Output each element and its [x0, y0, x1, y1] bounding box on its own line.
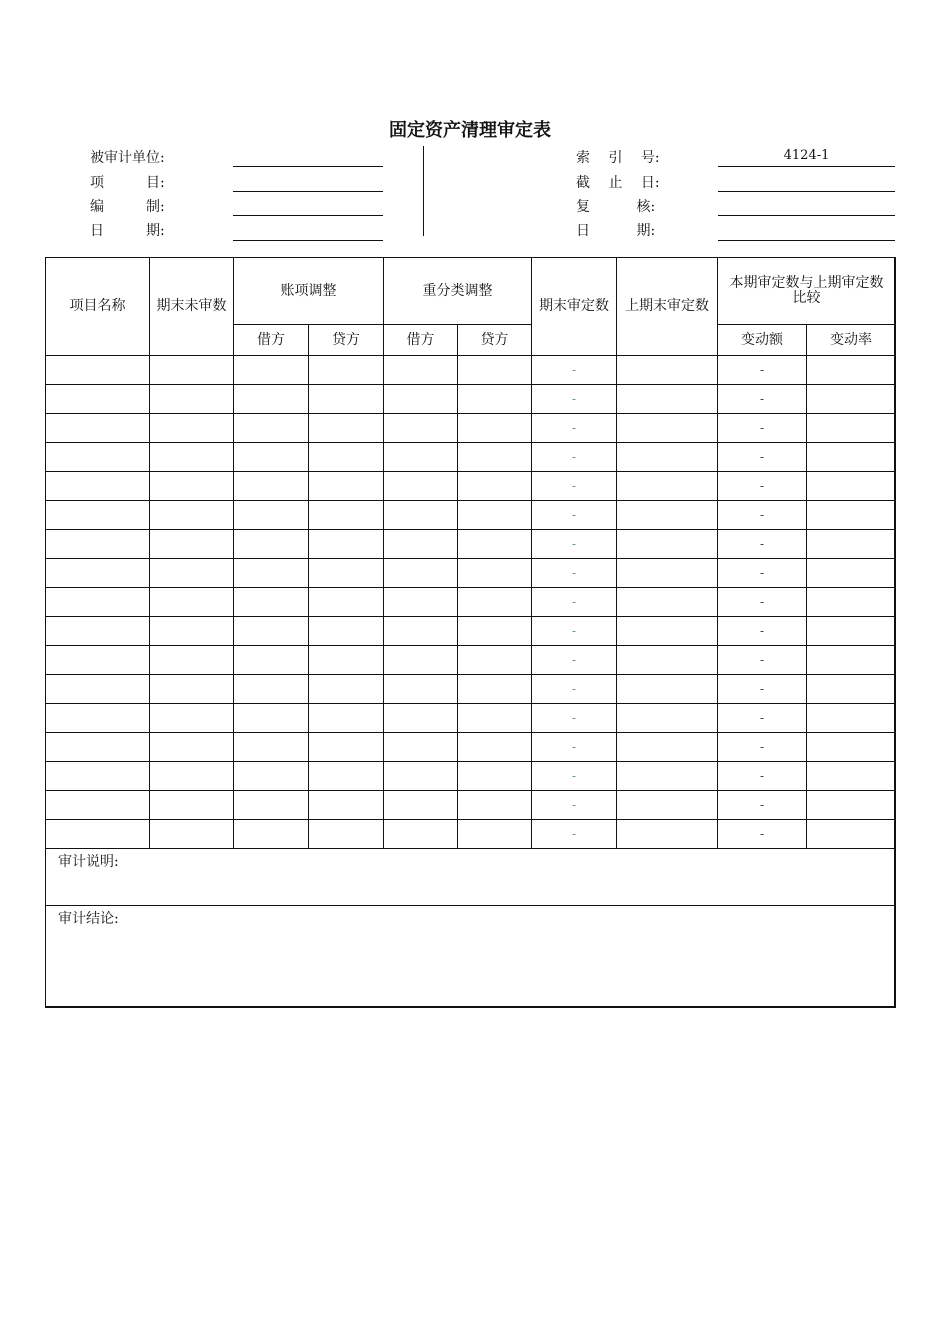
audit-conclusion[interactable]: 审计结论:: [46, 906, 896, 1008]
change-amount-dash: -: [759, 565, 765, 580]
table-cell[interactable]: [807, 530, 896, 559]
table-cell[interactable]: [718, 530, 807, 559]
table-cell[interactable]: [234, 559, 309, 588]
table-cell[interactable]: [234, 820, 309, 849]
table-cell[interactable]: [807, 646, 896, 675]
preparer-label: 编 制:: [90, 199, 165, 215]
table-cell[interactable]: [532, 762, 617, 791]
table-cell[interactable]: [458, 414, 532, 443]
audited-value-dash: -: [571, 420, 577, 435]
table-cell[interactable]: [617, 704, 718, 733]
table-cell[interactable]: [617, 820, 718, 849]
table-cell[interactable]: [532, 472, 617, 501]
table-cell[interactable]: [718, 472, 807, 501]
table-cell[interactable]: [150, 385, 234, 414]
table-cell[interactable]: [309, 820, 384, 849]
table-cell[interactable]: [384, 733, 458, 762]
review-date-label: 日 期:: [576, 223, 656, 239]
table-row: [46, 675, 896, 704]
table-cell[interactable]: [807, 443, 896, 472]
table-cell[interactable]: [46, 762, 150, 791]
audited-value-dash: -: [571, 362, 577, 377]
date-label: 日 期:: [90, 223, 165, 239]
table-row: [46, 617, 896, 646]
table-cell[interactable]: [384, 385, 458, 414]
table-row: [46, 820, 896, 849]
header-change-amount: 变动额: [718, 325, 807, 356]
table-cell[interactable]: [309, 414, 384, 443]
change-amount-dash: -: [759, 594, 765, 609]
table-cell[interactable]: [458, 472, 532, 501]
table-cell[interactable]: [718, 443, 807, 472]
table-cell[interactable]: [46, 733, 150, 762]
table-cell[interactable]: [384, 704, 458, 733]
change-amount-dash: -: [759, 826, 765, 841]
table-cell[interactable]: [309, 646, 384, 675]
table-cell[interactable]: [617, 791, 718, 820]
table-cell[interactable]: [46, 588, 150, 617]
table-cell[interactable]: [718, 733, 807, 762]
table-cell[interactable]: [46, 414, 150, 443]
auditee-field[interactable]: [233, 166, 383, 167]
audited-value-dash: -: [571, 623, 577, 638]
audited-value-dash: -: [571, 536, 577, 551]
table-cell[interactable]: [309, 733, 384, 762]
header-item-name: 项目名称: [46, 258, 150, 356]
table-cell[interactable]: [718, 385, 807, 414]
table-cell[interactable]: [309, 472, 384, 501]
preparer-field[interactable]: [233, 215, 383, 216]
header-unaudited: 期末未审数: [150, 258, 234, 356]
table-cell[interactable]: [150, 791, 234, 820]
index-field[interactable]: [718, 166, 895, 167]
table-cell[interactable]: [458, 762, 532, 791]
table-cell[interactable]: [532, 733, 617, 762]
change-amount-dash: -: [759, 362, 765, 377]
table-cell[interactable]: [807, 588, 896, 617]
table-cell[interactable]: [807, 617, 896, 646]
change-amount-dash: -: [759, 536, 765, 551]
table-cell[interactable]: [150, 559, 234, 588]
cutoff-label: 截 止 日:: [576, 175, 660, 191]
audit-table: [45, 257, 896, 1008]
change-amount-dash: -: [759, 391, 765, 406]
table-cell[interactable]: [617, 501, 718, 530]
table-cell[interactable]: [150, 530, 234, 559]
table-cell[interactable]: [309, 675, 384, 704]
table-cell[interactable]: [234, 733, 309, 762]
table-cell[interactable]: [309, 704, 384, 733]
audited-value-dash: -: [571, 826, 577, 841]
header-reclass-debit: 借方: [384, 325, 458, 356]
table-cell[interactable]: [150, 414, 234, 443]
table-cell[interactable]: [150, 617, 234, 646]
table-cell[interactable]: [807, 820, 896, 849]
table-cell[interactable]: [150, 675, 234, 704]
table-cell[interactable]: [234, 791, 309, 820]
table-cell[interactable]: [150, 733, 234, 762]
header-audited: 期末审定数: [532, 258, 617, 356]
audited-value-dash: -: [571, 710, 577, 725]
table-cell[interactable]: [150, 356, 234, 385]
table-cell[interactable]: [384, 820, 458, 849]
audited-value-dash: -: [571, 739, 577, 754]
auditee-label: 被审计单位:: [90, 150, 165, 166]
table-cell[interactable]: [309, 530, 384, 559]
table-cell[interactable]: [807, 414, 896, 443]
audited-value-dash: -: [571, 391, 577, 406]
table-cell[interactable]: [532, 385, 617, 414]
change-amount-dash: -: [759, 768, 765, 783]
table-cell[interactable]: [532, 617, 617, 646]
table-cell[interactable]: [46, 559, 150, 588]
table-cell[interactable]: [458, 617, 532, 646]
table-cell[interactable]: [617, 356, 718, 385]
audited-value-dash: -: [571, 449, 577, 464]
header-reclass-credit: 贷方: [458, 325, 532, 356]
project-label: 项 目:: [90, 175, 165, 191]
table-row: [46, 733, 896, 762]
table-cell[interactable]: [807, 501, 896, 530]
table-cell[interactable]: [150, 704, 234, 733]
table-cell[interactable]: [718, 588, 807, 617]
table-cell[interactable]: [458, 559, 532, 588]
table-cell[interactable]: [309, 559, 384, 588]
table-cell[interactable]: [617, 559, 718, 588]
table-cell[interactable]: [718, 646, 807, 675]
table-cell[interactable]: [458, 530, 532, 559]
table-cell[interactable]: [718, 356, 807, 385]
table-cell[interactable]: [384, 414, 458, 443]
table-cell[interactable]: [532, 791, 617, 820]
table-cell[interactable]: [309, 588, 384, 617]
table-cell[interactable]: [46, 501, 150, 530]
table-cell[interactable]: [384, 356, 458, 385]
table-row: [46, 385, 896, 414]
table-cell[interactable]: [309, 385, 384, 414]
table-cell[interactable]: [718, 704, 807, 733]
audited-value-dash: -: [571, 507, 577, 522]
table-cell[interactable]: [309, 501, 384, 530]
project-field[interactable]: [233, 191, 383, 192]
table-cell[interactable]: [458, 443, 532, 472]
table-cell[interactable]: [234, 646, 309, 675]
table-cell[interactable]: [458, 733, 532, 762]
table-cell[interactable]: [458, 704, 532, 733]
table-row: [46, 559, 896, 588]
table-cell[interactable]: [617, 675, 718, 704]
table-cell[interactable]: [46, 675, 150, 704]
index-value: 4124-1: [783, 148, 830, 163]
table-cell[interactable]: [309, 443, 384, 472]
table-row: [46, 356, 896, 385]
table-cell[interactable]: [46, 472, 150, 501]
table-cell[interactable]: [458, 501, 532, 530]
table-row: [46, 588, 896, 617]
table-cell[interactable]: [384, 472, 458, 501]
audit-explanation[interactable]: 审计说明:: [46, 849, 896, 906]
table-cell[interactable]: [807, 704, 896, 733]
table-cell[interactable]: [458, 385, 532, 414]
table-row: [46, 646, 896, 675]
table-cell[interactable]: [234, 588, 309, 617]
table-cell[interactable]: [384, 617, 458, 646]
table-cell[interactable]: [309, 617, 384, 646]
table-cell[interactable]: [150, 501, 234, 530]
header-divider: [423, 146, 424, 236]
table-row: [46, 530, 896, 559]
table-cell[interactable]: [46, 530, 150, 559]
change-amount-dash: -: [759, 681, 765, 696]
table-cell[interactable]: [807, 385, 896, 414]
table-cell[interactable]: [617, 733, 718, 762]
table-cell[interactable]: [150, 472, 234, 501]
table-cell[interactable]: [384, 588, 458, 617]
table-cell[interactable]: [532, 501, 617, 530]
change-amount-dash: -: [759, 739, 765, 754]
table-cell[interactable]: [384, 501, 458, 530]
audited-value-dash: -: [571, 681, 577, 696]
table-cell[interactable]: [532, 646, 617, 675]
table-cell[interactable]: [617, 646, 718, 675]
table-cell[interactable]: [384, 762, 458, 791]
table-cell[interactable]: [46, 443, 150, 472]
table-cell[interactable]: [807, 733, 896, 762]
table-row: [46, 762, 896, 791]
table-row: [46, 472, 896, 501]
table-cell[interactable]: [617, 414, 718, 443]
table-cell[interactable]: [532, 443, 617, 472]
table-cell[interactable]: [532, 588, 617, 617]
table-cell[interactable]: [718, 617, 807, 646]
table-cell[interactable]: [384, 646, 458, 675]
change-amount-dash: -: [759, 449, 765, 464]
table-cell[interactable]: [234, 530, 309, 559]
table-cell[interactable]: [234, 617, 309, 646]
table-cell[interactable]: [458, 791, 532, 820]
table-cell[interactable]: [46, 704, 150, 733]
table-row: [46, 501, 896, 530]
change-amount-dash: -: [759, 797, 765, 812]
table-cell[interactable]: [718, 762, 807, 791]
table-cell[interactable]: [532, 530, 617, 559]
table-row: [46, 704, 896, 733]
header-account-credit: 贷方: [309, 325, 384, 356]
table-cell[interactable]: [458, 820, 532, 849]
table-cell[interactable]: [617, 588, 718, 617]
table-cell[interactable]: [532, 356, 617, 385]
reviewer-field[interactable]: [718, 215, 895, 216]
table-cell[interactable]: [807, 791, 896, 820]
header-prev-audited: 上期末审定数: [617, 258, 718, 356]
header-account-adjustment: 账项调整: [234, 258, 384, 325]
table-cell[interactable]: [309, 762, 384, 791]
index-label: 索 引 号:: [576, 150, 660, 166]
change-amount-dash: -: [759, 710, 765, 725]
table-cell[interactable]: [150, 820, 234, 849]
table-cell[interactable]: [532, 414, 617, 443]
table-cell[interactable]: [384, 559, 458, 588]
audited-value-dash: -: [571, 565, 577, 580]
table-cell[interactable]: [384, 530, 458, 559]
table-row: [46, 791, 896, 820]
change-amount-dash: -: [759, 507, 765, 522]
table-cell[interactable]: [234, 704, 309, 733]
cutoff-field[interactable]: [718, 191, 895, 192]
table-cell[interactable]: [234, 501, 309, 530]
table-cell[interactable]: [807, 559, 896, 588]
table-cell[interactable]: [384, 443, 458, 472]
table-cell[interactable]: [384, 791, 458, 820]
table-cell[interactable]: [532, 704, 617, 733]
audited-value-dash: -: [571, 594, 577, 609]
table-row: [46, 414, 896, 443]
table-cell[interactable]: [458, 588, 532, 617]
table-cell[interactable]: [234, 472, 309, 501]
table-cell[interactable]: [46, 617, 150, 646]
date-field[interactable]: [233, 240, 383, 241]
table-cell[interactable]: [234, 385, 309, 414]
audited-value-dash: -: [571, 797, 577, 812]
change-amount-dash: -: [759, 420, 765, 435]
table-cell[interactable]: [718, 414, 807, 443]
review-date-field[interactable]: [718, 240, 895, 241]
table-cell[interactable]: [458, 356, 532, 385]
table-cell[interactable]: [617, 443, 718, 472]
audited-value-dash: -: [571, 768, 577, 783]
page-title: 固定资产清理审定表: [389, 120, 551, 141]
table-cell[interactable]: [718, 820, 807, 849]
table-cell[interactable]: [234, 443, 309, 472]
table-cell[interactable]: [807, 762, 896, 791]
table-cell[interactable]: [46, 356, 150, 385]
table-cell[interactable]: [234, 356, 309, 385]
table-cell[interactable]: [309, 791, 384, 820]
table-cell[interactable]: [617, 472, 718, 501]
table-cell[interactable]: [617, 617, 718, 646]
reviewer-label: 复 核:: [576, 199, 656, 215]
table-cell[interactable]: [46, 820, 150, 849]
change-amount-dash: -: [759, 623, 765, 638]
table-cell[interactable]: [532, 820, 617, 849]
header-change-rate: 变动率: [807, 325, 896, 356]
table-cell[interactable]: [458, 675, 532, 704]
table-cell[interactable]: [384, 675, 458, 704]
table-cell[interactable]: [807, 356, 896, 385]
change-amount-dash: -: [759, 652, 765, 667]
table-cell[interactable]: [46, 791, 150, 820]
table-cell[interactable]: [150, 646, 234, 675]
table-cell[interactable]: [807, 472, 896, 501]
table-cell[interactable]: [150, 443, 234, 472]
table-cell[interactable]: [617, 385, 718, 414]
table-cell[interactable]: [532, 675, 617, 704]
table-cell[interactable]: [150, 588, 234, 617]
table-cell[interactable]: [617, 530, 718, 559]
table-cell[interactable]: [234, 762, 309, 791]
header-reclass-adjustment: 重分类调整: [384, 258, 532, 325]
header-account-debit: 借方: [234, 325, 309, 356]
table-cell[interactable]: [718, 791, 807, 820]
table-cell[interactable]: [532, 559, 617, 588]
table-cell[interactable]: [718, 501, 807, 530]
table-cell[interactable]: [458, 646, 532, 675]
table-cell[interactable]: [234, 675, 309, 704]
table-cell[interactable]: [617, 762, 718, 791]
table-cell[interactable]: [46, 385, 150, 414]
table-cell[interactable]: [234, 414, 309, 443]
table-cell[interactable]: [46, 646, 150, 675]
table-cell[interactable]: [718, 559, 807, 588]
table-cell[interactable]: [718, 675, 807, 704]
table-row: [46, 443, 896, 472]
header-comparison: 本期审定数与上期审定数比较: [718, 258, 896, 325]
audited-value-dash: -: [571, 652, 577, 667]
table-cell[interactable]: [807, 675, 896, 704]
change-amount-dash: -: [759, 478, 765, 493]
audited-value-dash: -: [571, 478, 577, 493]
table-cell[interactable]: [309, 356, 384, 385]
table-cell[interactable]: [150, 762, 234, 791]
